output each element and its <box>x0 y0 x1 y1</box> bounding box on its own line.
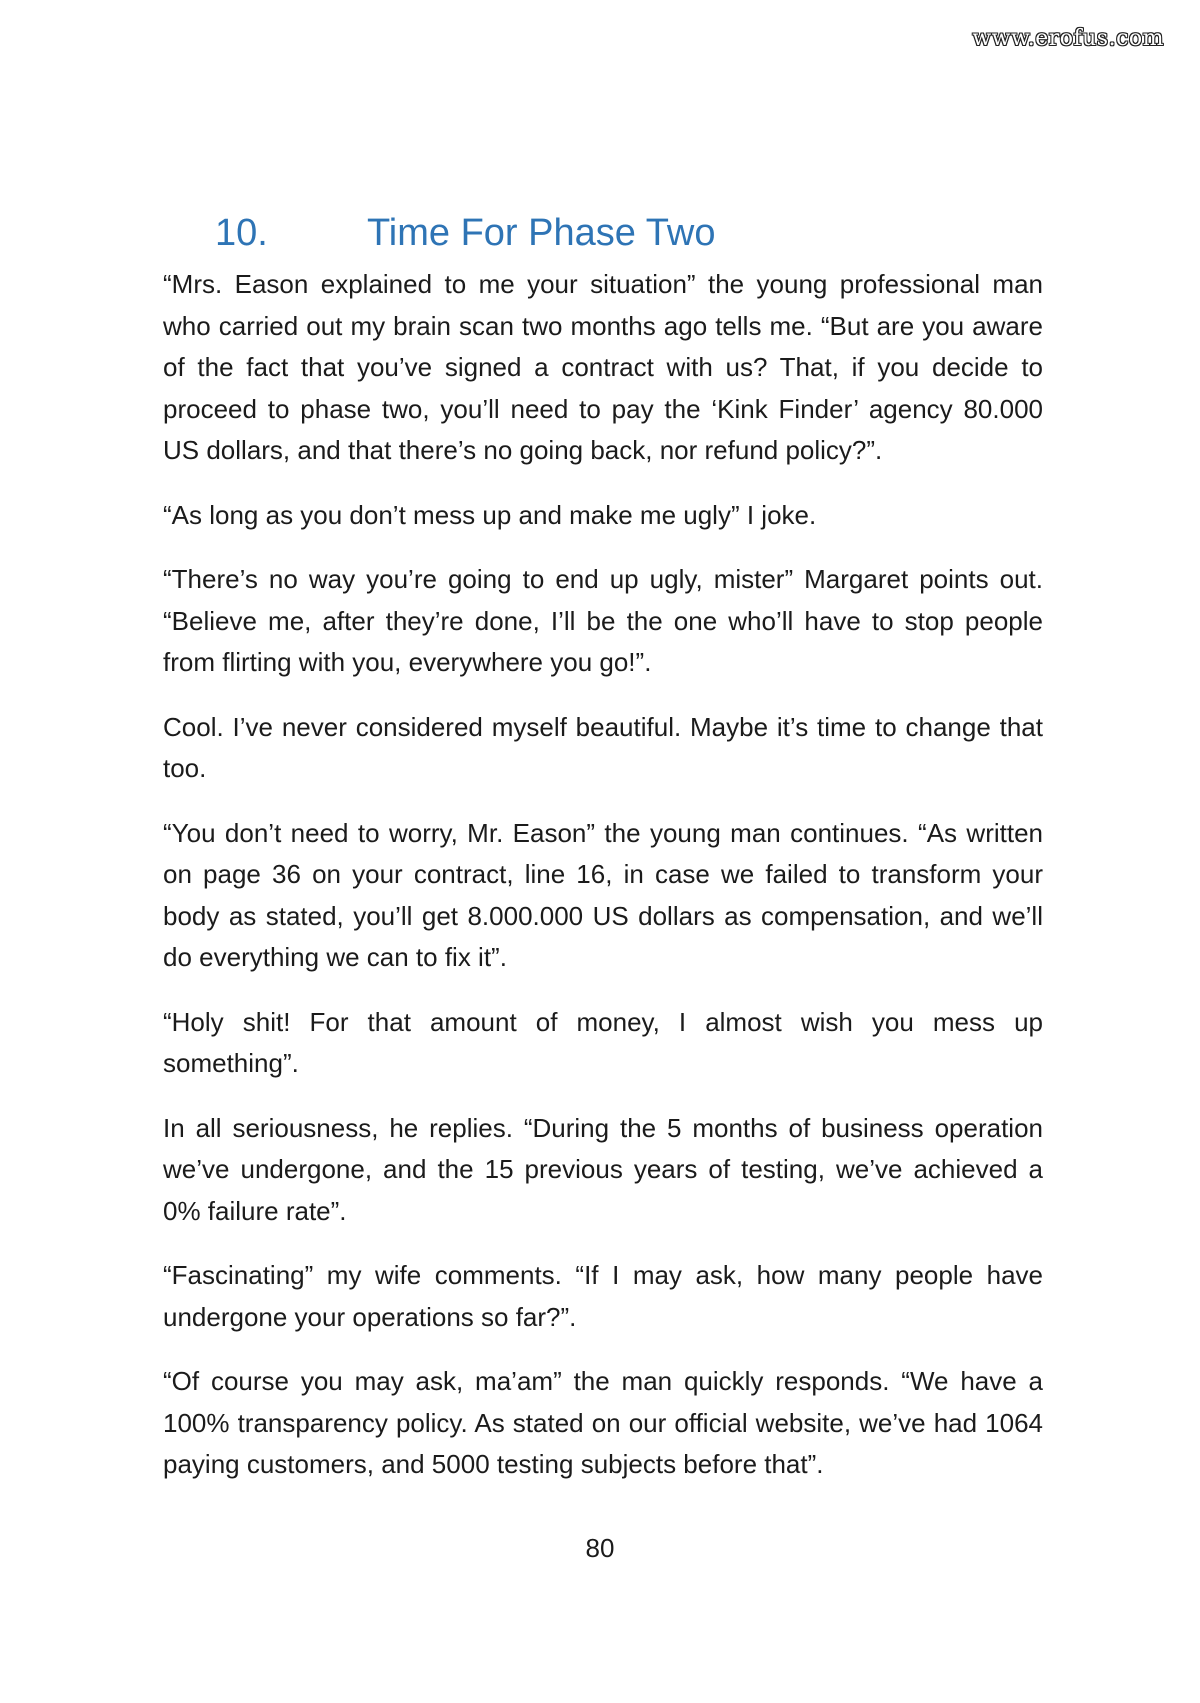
chapter-heading <box>215 206 715 260</box>
paragraph: “There’s no way you’re going to end up ugly, mister” Margaret points out. “Believe me, after they’re done, I’ll be the one who’ll have to stop people from flirting with you, everywhere you go!”. <box>163 564 1043 677</box>
paragraph: “Mrs. Eason explained to me your situation” the young professional man who carried out my brain scan two months ago tells me. “But are you aware of the fact that you’ve signed a contract with us? That, if you decide to proceed to phase two, you’ll need to pay the ‘Kink Finder’ agency 80.000 US dollars, and that there’s no going back, nor refund policy?”. <box>163 269 1043 465</box>
paragraph: In all seriousness, he replies. “During the 5 months of business operation we’ve undergone, and the 15 previous years of testing, we’ve achieved a 0% failure rate”. <box>163 1112 1043 1226</box>
paragraph: “You don’t need to worry, Mr. Eason” the young man continues. “As written on page 36 on your contract, line 16, in case we failed to transform your body as stated, you’ll get 8.000.000 US dollars as compensation, and we’ll do everything we can to fix it”. <box>163 817 1043 972</box>
page-number: 80 <box>585 1533 615 1563</box>
paragraph: “Holy shit! For that amount of money, I almost wish you mess up something”. <box>163 1006 1043 1078</box>
paragraph: “As long as you don’t mess up and make me ugly” I joke. <box>163 499 817 530</box>
paragraph: Cool. I’ve never considered myself beautiful. Maybe it’s time to change that too. <box>163 711 1043 783</box>
watermark: www.erofus.com <box>972 26 1164 51</box>
paragraph: “Fascinating” my wife comments. “If I may ask, how many people have undergone your operations so far?”. <box>163 1260 1043 1332</box>
body-text <box>163 264 1043 1509</box>
chapter-number: 10. <box>215 212 268 254</box>
paragraph: “Of course you may ask, ma’am” the man quickly responds. “We have a 100% transparency policy. As stated on our official website, we’ve had 1064 paying customers, and 5000 testing subjects before that”. <box>163 1366 1043 1479</box>
chapter-title: Time For Phase Two <box>367 212 716 254</box>
